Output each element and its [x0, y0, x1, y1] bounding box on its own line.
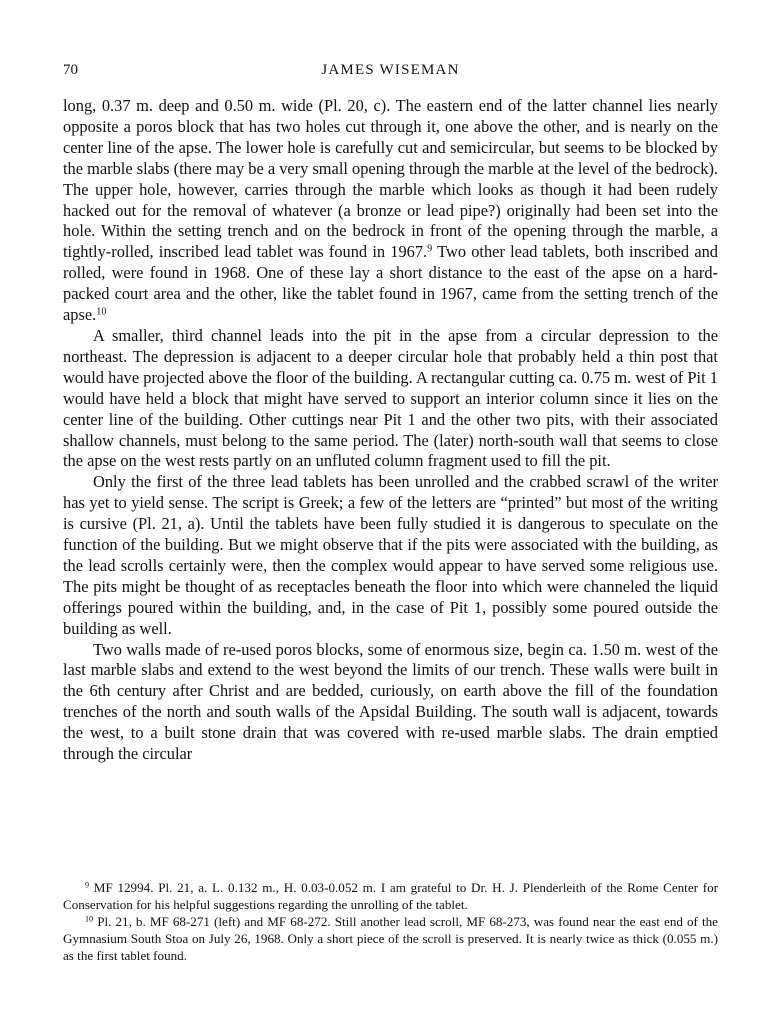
footnote-ref-10[interactable]: 10: [96, 306, 107, 318]
footnote-9-mark: 9: [85, 880, 90, 890]
running-head: JAMES WISEMAN: [321, 62, 460, 78]
paragraph-2: A smaller, third channel leads into the pit in the apse from a circular depression to the northeast. The depression is adjacent to a deeper circular hole that probably held a thin post that would have projected above the floor of the building. A rectangular cutting ca. 0.75 m. west of Pit 1 would have held a block that might have served to support an interior column since it lies on the center line of the building. Other cuttings near Pit 1 and the other two pits, with their associated shallow channels, must belong to the same period. The (later) north-south wall that seems to close the apse on the west rests partly on an unfluted column fragment used to fill the pit.: [63, 325, 718, 471]
body-text: [63, 96, 718, 765]
paragraph-3: Only the first of the three lead tablets has been unrolled and the crabbed scrawl of the writer has yet to yield sense. The script is Greek; a few of the letters are “printed” but most of the writing is cursive (Pl. 21, a). Until the tablets have been fully studied it is dangerous to speculate on the function of the building. But we might observe that if the pits were associated with the building, as the lead scrolls certainly were, then the complex would appear to have served some religious use. The pits might be thought of as receptacles beneath the floor into which were channeled the liquid offerings poured within the building, and, in the case of Pit 1, possibly some poured outside the building as well.: [63, 472, 718, 638]
paragraph-1: long, 0.37 m. deep and 0.50 m. wide (Pl. 20, c). The eastern end of the latter channel lies nearly opposite a poros block that has two holes cut through it, one above the other, and is nearly on the center line of the apse. The lower hole is carefully cut and semicircular, but seems to be blocked by the marble slabs (there may be a very small opening through the marble at the level of the bedrock). The upper hole, however, carries through the marble which looks as though it had been rudely hacked out for the removal of whatever (a bronze or lead pipe?) originally had been set into the hole. Within the setting trench and on the bedrock in front of the opening through the marble, a tightly-rolled, inscribed lead tablet was found in 1967.$^9$ Two other lead tablets, both inscribed and rolled, were found in 1968. One of these lay a short distance to the east of the apse on a hard-packed court area and the other, like the tablet found in 1967, came from the setting trench of the apse.$^{10}$: [63, 96, 718, 325]
page-number: 70: [63, 62, 78, 78]
page-header: [63, 62, 718, 82]
paragraph-4: Two walls made of re-used poros blocks, some of enormous size, begin ca. 1.50 m. west of the last marble slabs and extend to the west beyond the limits of our trench. These walls were built in the 6th century after Christ and are bedded, curiously, on earth above the fill of the foundation trenches of the north and south walls of the Apsidal Building. The south wall is adjacent, towards the west, to a built stone drain that was covered with re-used marble slabs. The drain emptied through the circular: [63, 639, 718, 764]
footnote-10-mark: 10: [85, 914, 94, 924]
footnotes: [63, 879, 718, 964]
footnote-10: $^{10}$ Pl. 21, b. MF 68-271 (left) and MF 68-272. Still another lead scroll, MF 68-273, was found near the east end of the Gymnasium South Stoa on July 26, 1968. Only a short piece of the scroll is preserved. It is nearly twice as thick (0.055 m.) as the first tablet found.: [63, 914, 718, 963]
footnote-9: $^9$ MF 12994. Pl. 21, a. L. 0.132 m., H. 0.03-0.052 m. I am grateful to Dr. H. J. Plenderleith of the Rome Center for Conservation for his helpful suggestions regarding the unrolling of the tablet.: [63, 880, 718, 912]
footnote-ref-9[interactable]: 9: [427, 243, 433, 255]
